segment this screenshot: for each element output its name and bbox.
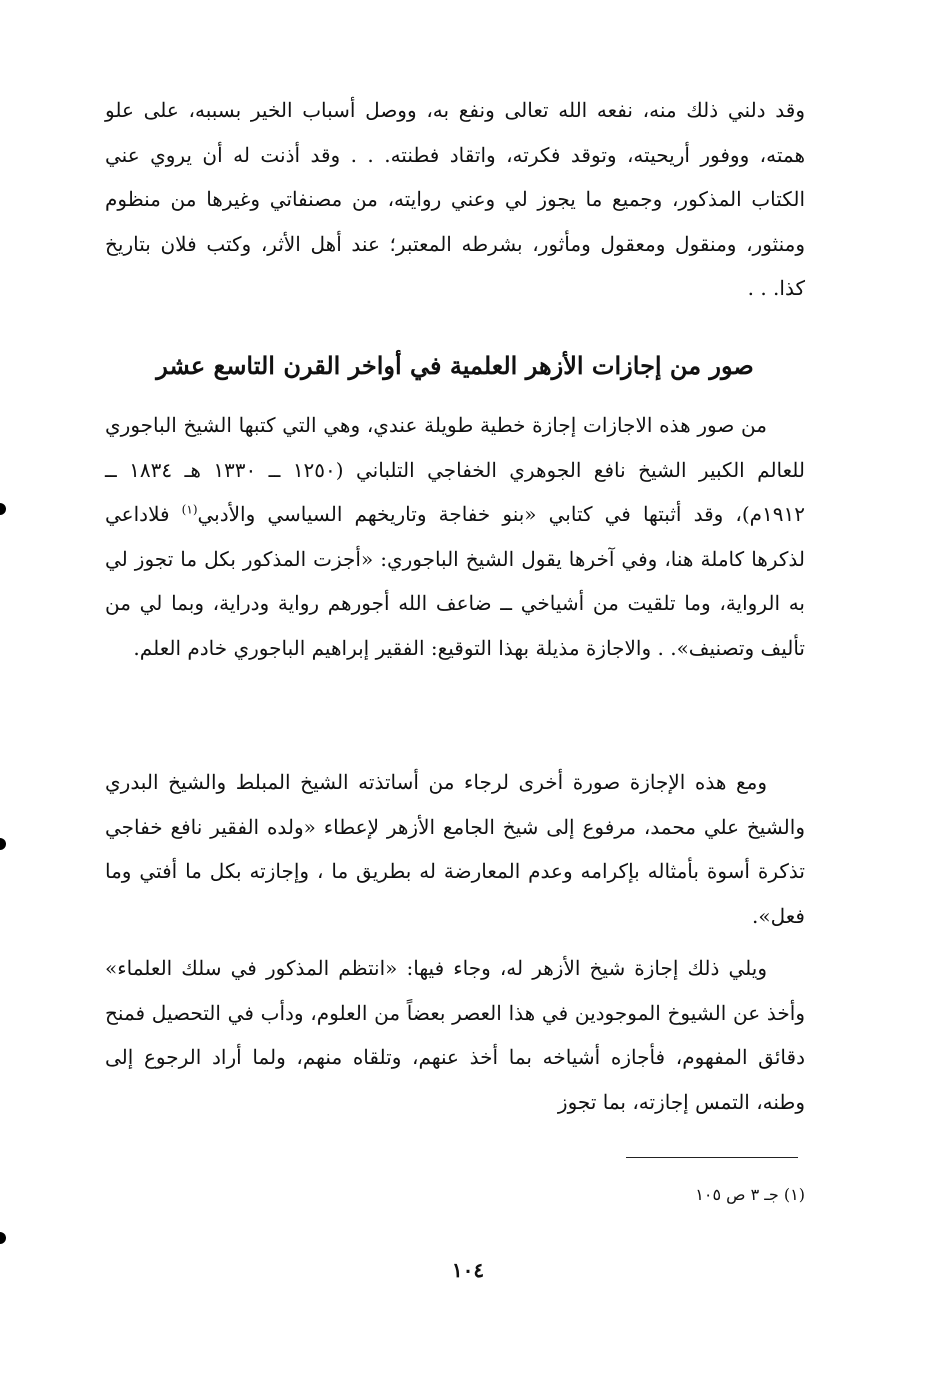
footnote-marker: (١)	[181, 502, 198, 517]
scan-edge-mark	[0, 838, 6, 850]
intro-text-block	[105, 88, 805, 311]
paragraph-1-before-note: من صور هذه الاجازات إجازة خطية طويلة عندي، وهي التي كتبها الشيخ الباجوري للعالم الكبير الشيخ نافع الجوهري الخفاجي التلباني (١٢٥٠ ــ ١٣٣٠ هـ ١٨٣٤ ــ ١٩١٢م)، وقد أثبتها في كتابي «بنو خفاجة وتاريخهم السياسي والأدبي	[105, 413, 805, 526]
page-number: ١٠٤	[451, 1258, 485, 1282]
paragraph-3-block	[105, 946, 805, 1124]
paragraph-2-block	[105, 760, 805, 938]
paragraph-3: ويلي ذلك إجازة شيخ الأزهر له، وجاء فيها: «انتظم المذكور في سلك العلماء» وأخذ عن الشيوخ الموجودين في هذا العصر بعضاً من العلوم، ودأب في التحصيل فمنح دقائق المفهوم، فأجازه أشياخه بما أخذ عنهم، وتلقاه منهم، ولما أراد الرجوع إلى وطنه، التمس إجازته، بما تجوز	[105, 956, 805, 1114]
scan-edge-mark	[0, 503, 6, 515]
scan-edge-mark	[0, 1232, 6, 1244]
paragraph-1-after-note: فلاداعي لذكرها كاملة هنا، وفي آخرها يقول الشيخ الباجوري: «أجزت المذكور بكل ما تجوز لي به الرواية، وما تلقيت من أشياخي ــ ضاعف الله أجورهم رواية ودراية، وبما لي من تأليف وتصنيف». . والاجازة مذيلة بهذا التوقيع: الفقير إبراهيم الباجوري خادم العلم.	[105, 502, 805, 660]
paragraph-1	[105, 403, 805, 670]
footnote: (١) جـ ٣ ص ١٠٥	[695, 1185, 805, 1204]
paragraph-2: ومع هذه الإجازة صورة أخرى لرجاء من أساتذته الشيخ المبلط والشيخ البدري والشيخ علي محمد، مرفوع إلى شيخ الجامع الأزهر لإعطاء «ولده الفقير نافع خفاجي تذكرة أسوة بأمثاله بإكرامه وعدم المعارضة له بطريق ما ، وإجازته بكل ما أفتي وما فعل».	[105, 770, 805, 928]
footnote-divider	[626, 1157, 798, 1158]
intro-paragraph: وقد دلني ذلك منه، نفعه الله تعالى ونفع به، ووصل أسباب الخير بسببه، على علو همته، ووفور أريحيته، وتوقد فكرته، واتقاد فطنته. . . وقد أذنت له أن يروي عني الكتاب المذكور، وجميع ما يجوز لي وعني روايته، من مصنفاتي وغيرها من منظوم ومنثور، ومنقول ومعقول ومأثور، بشرطه المعتبر؛ عند أهل الأثر، وكتب فلان بتاريخ كذا. . .	[105, 98, 805, 300]
section-heading: صور من إجازات الأزهر العلمية في أواخر القرن التاسع عشر	[156, 351, 754, 380]
paragraph-1-block	[105, 403, 805, 670]
